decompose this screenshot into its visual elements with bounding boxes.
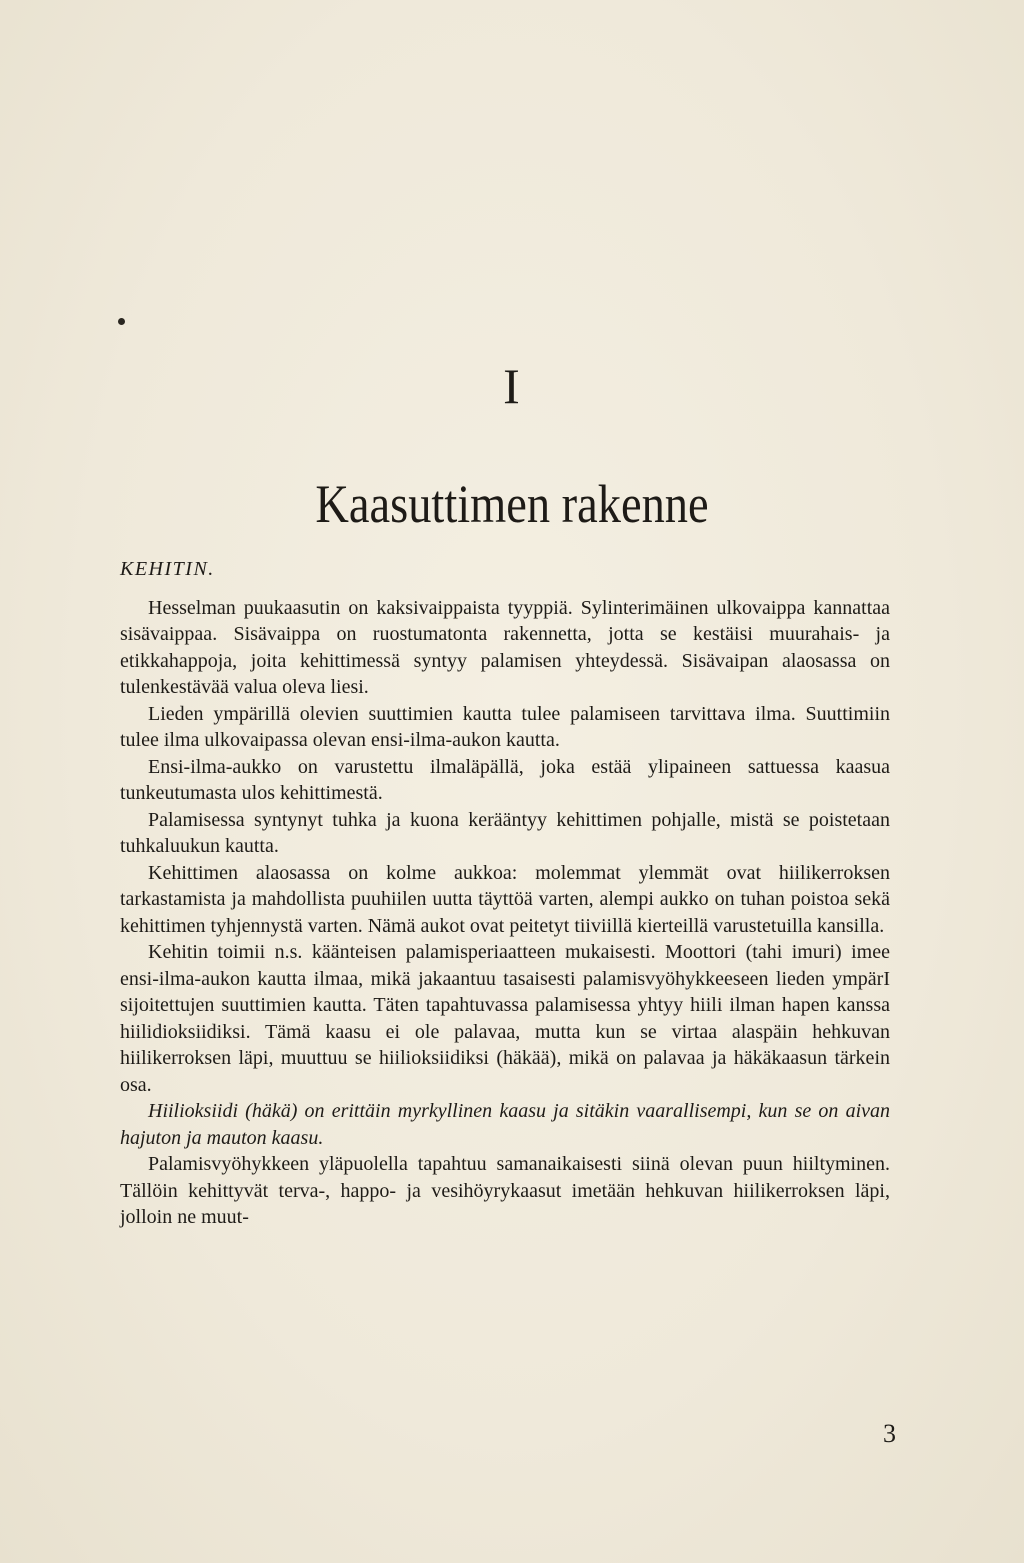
- chapter-title: Kaasuttimen rakenne: [315, 474, 709, 534]
- bullet-mark: [118, 318, 125, 325]
- page-number: 3: [883, 1419, 896, 1448]
- paragraph-6: Kehitin toimii n.s. käänteisen palamisperiaatteen mukaisesti. Moottori (tahi imuri) imee ensi-ilma-aukon kautta ilmaa, mikä jakaantuu tasaisesti palamisvyöhykkeeseen lieden ympärI sijoitettujen suuttimien kautta. Täten tapahtuvassa palamisessa yhtyy hiili ilman hapen kanssa hiilidioksiidiksi. Tämä kaasu ei ole palavaa, mutta kun se virtaa alaspäin hehkuvan hiilikerroksen läpi, muuttuu se hiilioksiidiksi (häkää), mikä on palavaa ja häkäkaasun tärkein osa.: [120, 941, 890, 1096]
- chapter-number: I: [503, 358, 521, 414]
- paragraph-final: Palamisvyöhykkeen yläpuolella tapahtuu samanaikaisesti siinä olevan puun hiiltyminen. Tällöin kehittyvät terva-, happo- ja vesihöyrykaasut imetään hehkuvan hiilikerroksen läpi, jolloin ne muut-: [120, 1153, 890, 1228]
- warning-paragraph: Hiilioksiidi (häkä) on erittäin myrkyllinen kaasu ja sitäkin vaarallisempi, kun se on aivan hajuton ja mauton kaasu.: [120, 1100, 890, 1149]
- paragraph-1: Hesselman puukaasutin on kaksivaippaista tyyppiä. Sylinterimäinen ulkovaippa kannattaa sisävaippaa. Sisävaippa on ruostumatonta rakennetta, jotta se kestäisi muurahais- ja etikkahappoja, joita kehittimessä syntyy palamisen yhteydessä. Sisävaipan alaosassa on tulenkestävää valua oleva liesi.: [120, 596, 890, 698]
- body-text: [120, 556, 890, 1231]
- paragraph-4: Palamisessa syntynyt tuhka ja kuona kerääntyy kehittimen pohjalle, mistä se poistetaan tuhkaluukun kautta.: [120, 808, 890, 857]
- paragraph-2: Lieden ympärillä olevien suuttimien kautta tulee palamiseen tarvittava ilma. Suuttimiin tulee ilma ulkovaipassa olevan ensi-ilma-aukon kautta.: [120, 702, 890, 751]
- section-heading: KEHITIN.: [120, 558, 215, 580]
- paragraph-3: Ensi-ilma-aukko on varustettu ilmaläpällä, joka estää ylipaineen sattuessa kaasua tunkeutumasta ulos kehittimestä.: [120, 755, 890, 804]
- paragraph-5: Kehittimen alaosassa on kolme aukkoa: molemmat ylemmät ovat hiilikerroksen tarkastamista ja mahdollista puuhiilen uutta täyttöä varten, alempi aukko on tuhan poistoa sekä kehittimen tyhjennystä varten. Nämä aukot ovat peitetyt tiiviillä kierteillä varustetuilla kansilla.: [120, 861, 890, 937]
